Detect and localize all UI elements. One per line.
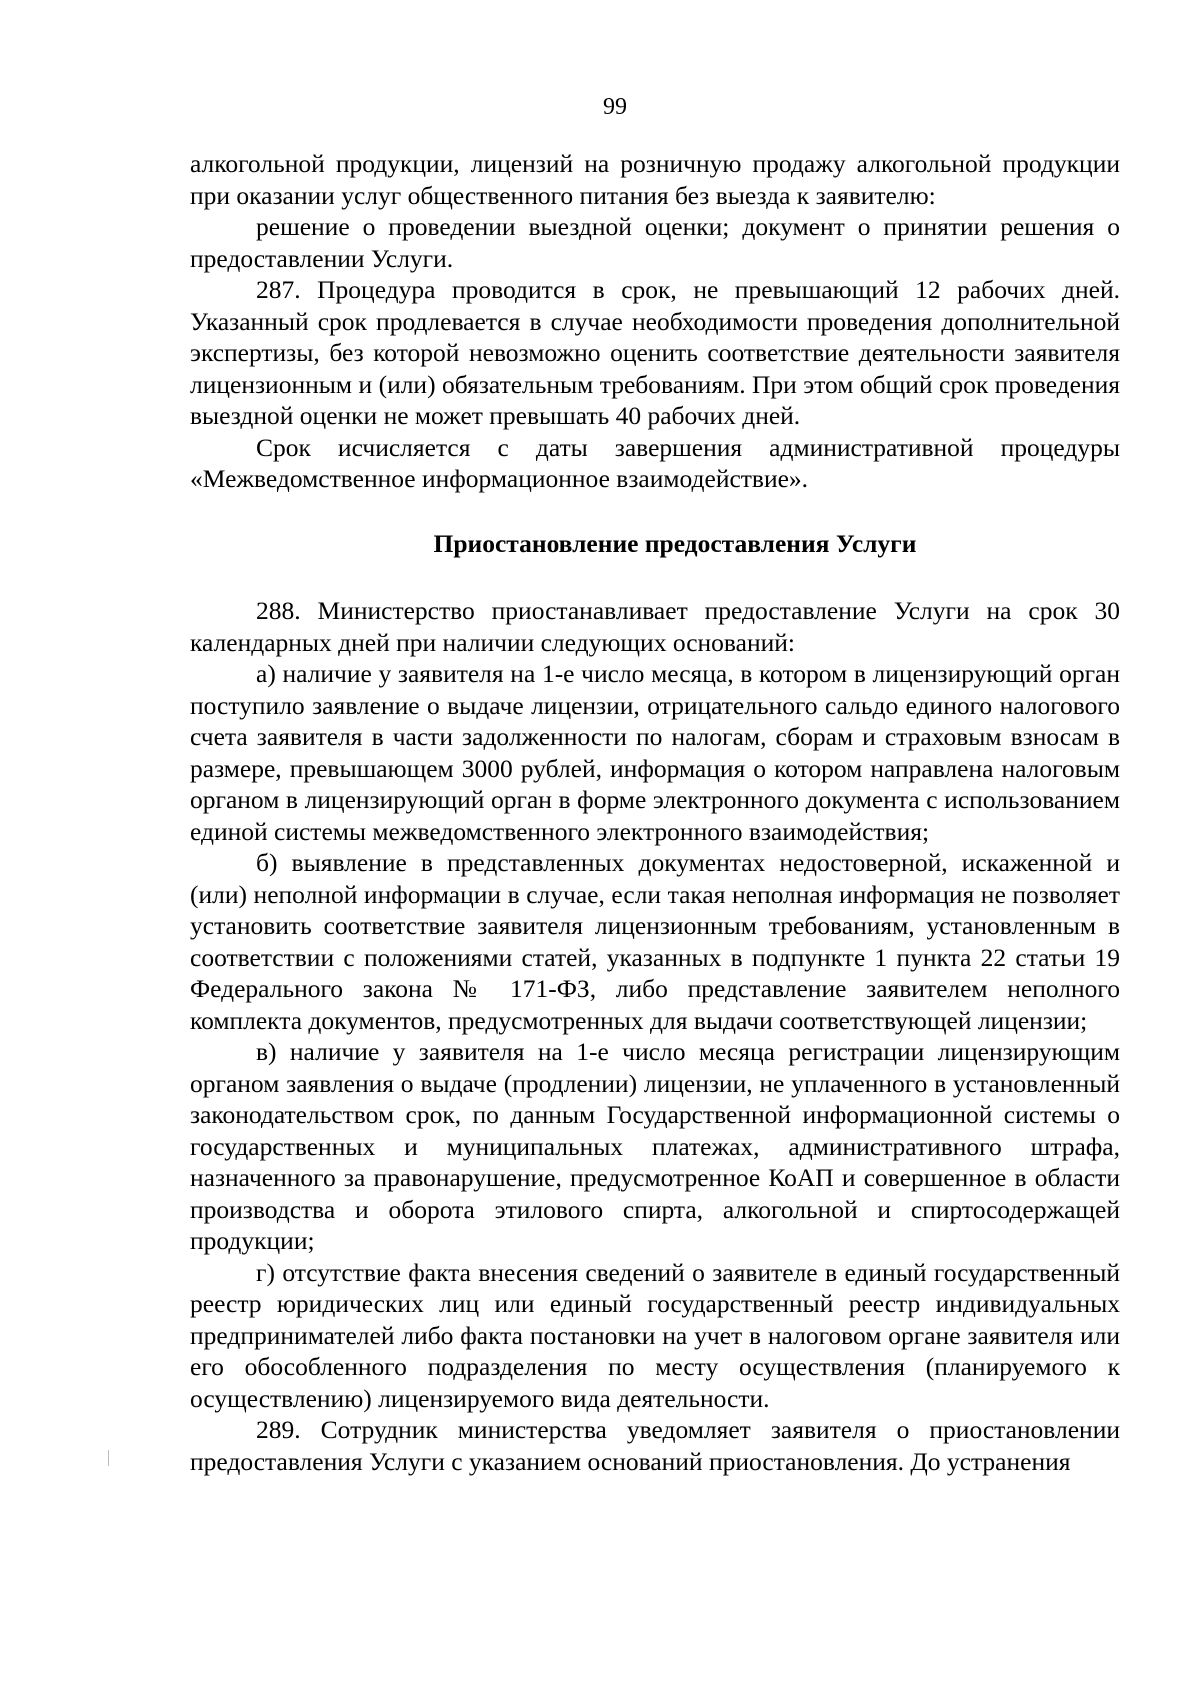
paragraph-288-item-g: г) отсутствие факта внесения сведений о заявителе в единый государственный реестр юридических лиц или единый государственный реестр индивидуальных предпринимателей либо факта постановки на учет в налоговом органе заявителя или его обособленного подразделения по месту осуществления (планируемого к осуществлению) лицензируемого вида деятельности. <box>190 1257 1120 1413</box>
paragraph-288-item-a: а) наличие у заявителя на 1-е число месяца, в котором в лицензирующий орган поступило заявление о выдаче лицензии, отрицательного сальдо единого налогового счета заявителя в части задолженности по налогам, сборам и страховым взносам в размере, превышающем 3000 рублей, информация о котором направлена налоговым органом в лицензирующий орган в форме электронного документа с использованием единой системы межведомственного электронного взаимодействия; <box>190 659 1120 846</box>
section-heading: Приостановление предоставления Услуги <box>433 528 917 558</box>
paragraph-continuation: алкогольной продукции, лицензий на розничную продажу алкогольной продукции при оказании услуг общественного питания без выезда к заявителю: <box>190 149 1120 210</box>
paragraph-289: 289. Сотрудник министерства уведомляет заявителя о приостановлении предоставления Услуги с указанием оснований приостановления. До устранения <box>190 1415 1120 1476</box>
paragraph-term-calculation: Срок исчисляется с даты завершения административной процедуры «Межведомственное информационное взаимодействие». <box>190 432 1120 493</box>
paragraph-287: 287. Процедура проводится в срок, не превышающий 12 рабочих дней. Указанный срок продлевается в случае необходимости проведения дополнительной экспертизы, без которой невозможно оценить соответствие деятельности заявителя лицензионным и (или) обязательным требованиям. При этом общий срок проведения выездной оценки не может превышать 40 рабочих дней. <box>190 275 1120 430</box>
page-number: 99 <box>603 94 627 120</box>
paragraph-288-item-b: б) выявление в представленных документах недостоверной, искаженной и (или) неполной информации в случае, если такая неполная информация не позволяет установить соответствие заявителя лицензионным требованиям, установленным в соответствии с положениями статей, указанных в подпункте 1 пункта 22 статьи 19 Федерального закона № 171-ФЗ, либо представление заявителем неполного комплекта документов, предусмотренных для выдачи соответствующей лицензии; <box>190 848 1120 1035</box>
document-body <box>190 148 1120 1477</box>
paragraph-288-item-v: в) наличие у заявителя на 1-е число месяца регистрации лицензирующим органом заявления о выдаче (продлении) лицензии, не уплаченного в установленный законодательством срок, по данным Государственной информационной системы о государственных и муниципальных платежах, административного штрафа, назначенного за правонарушение, предусмотренное КоАП и совершенное в области производства и оборота этилового спирта, алкогольной и спиртосодержащей продукции; <box>190 1037 1120 1255</box>
scan-artifact-mark <box>108 1450 109 1466</box>
paragraph-decision-documents: решение о проведении выездной оценки; документ о принятии решения о предоставлении Услуги. <box>190 212 1120 273</box>
paragraph-288: 288. Министерство приостанавливает предоставление Услуги на срок 30 календарных дней при наличии следующих оснований: <box>190 596 1120 657</box>
